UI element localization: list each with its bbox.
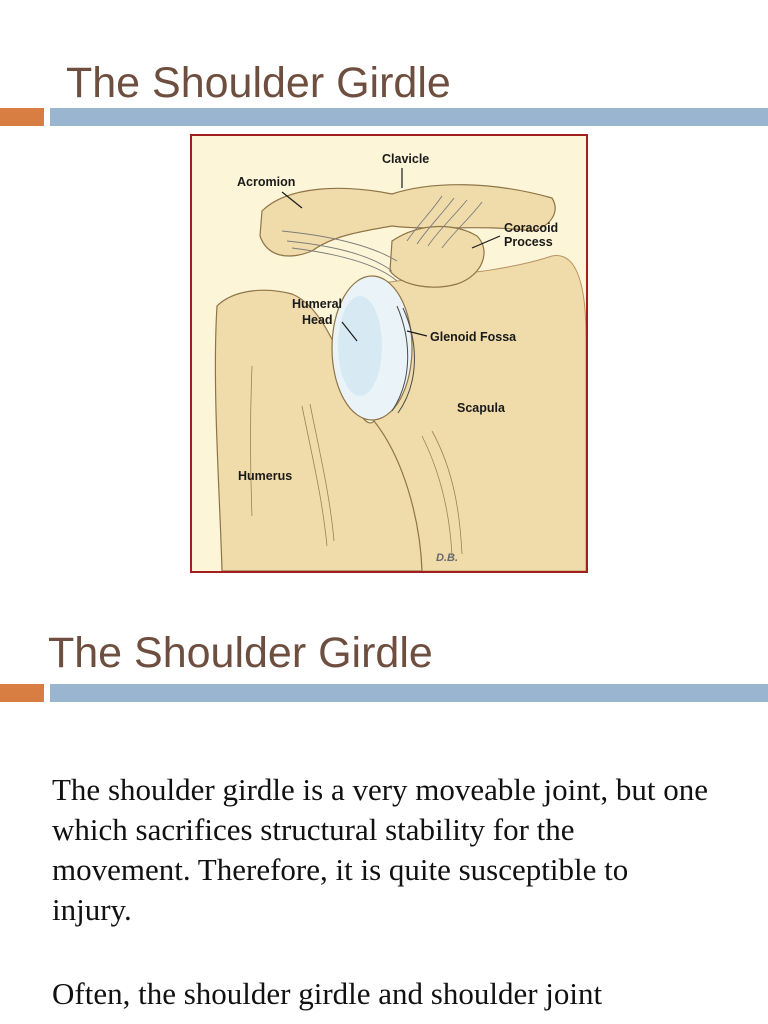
slide-1-rule-bar [50, 108, 768, 126]
label-humerus: Humerus [238, 469, 293, 483]
label-acromion: Acromion [237, 175, 296, 189]
slide-2-title: The Shoulder Girdle [48, 629, 433, 677]
slide-1-title: The Shoulder Girdle [66, 59, 451, 107]
body-paragraph-2: Often, the shoulder girdle and shoulder joint [52, 976, 603, 1011]
body-paragraph-1: The shoulder girdle is a very moveable joint, but one which sacrifices structural stability for the movement. Therefore, it is quite susceptible to injury. [52, 772, 708, 927]
slide-2-accent-bar [0, 684, 44, 702]
slide-1-accent-bar [0, 108, 44, 126]
artist-signature: D.B. [436, 552, 458, 564]
label-clavicle: Clavicle [382, 152, 430, 166]
label-coracoid-1: Coracoid [504, 221, 559, 235]
slide-2-rule-bar [50, 684, 768, 702]
label-scapula: Scapula [457, 401, 505, 415]
label-humeral-1: Humeral [292, 297, 343, 311]
label-humeral-2: Head [302, 313, 333, 327]
label-glenoid: Glenoid Fossa [430, 330, 517, 344]
coracoid-shape [390, 226, 484, 287]
shoulder-anatomy-figure [190, 134, 588, 573]
label-coracoid-2: Process [504, 235, 553, 249]
